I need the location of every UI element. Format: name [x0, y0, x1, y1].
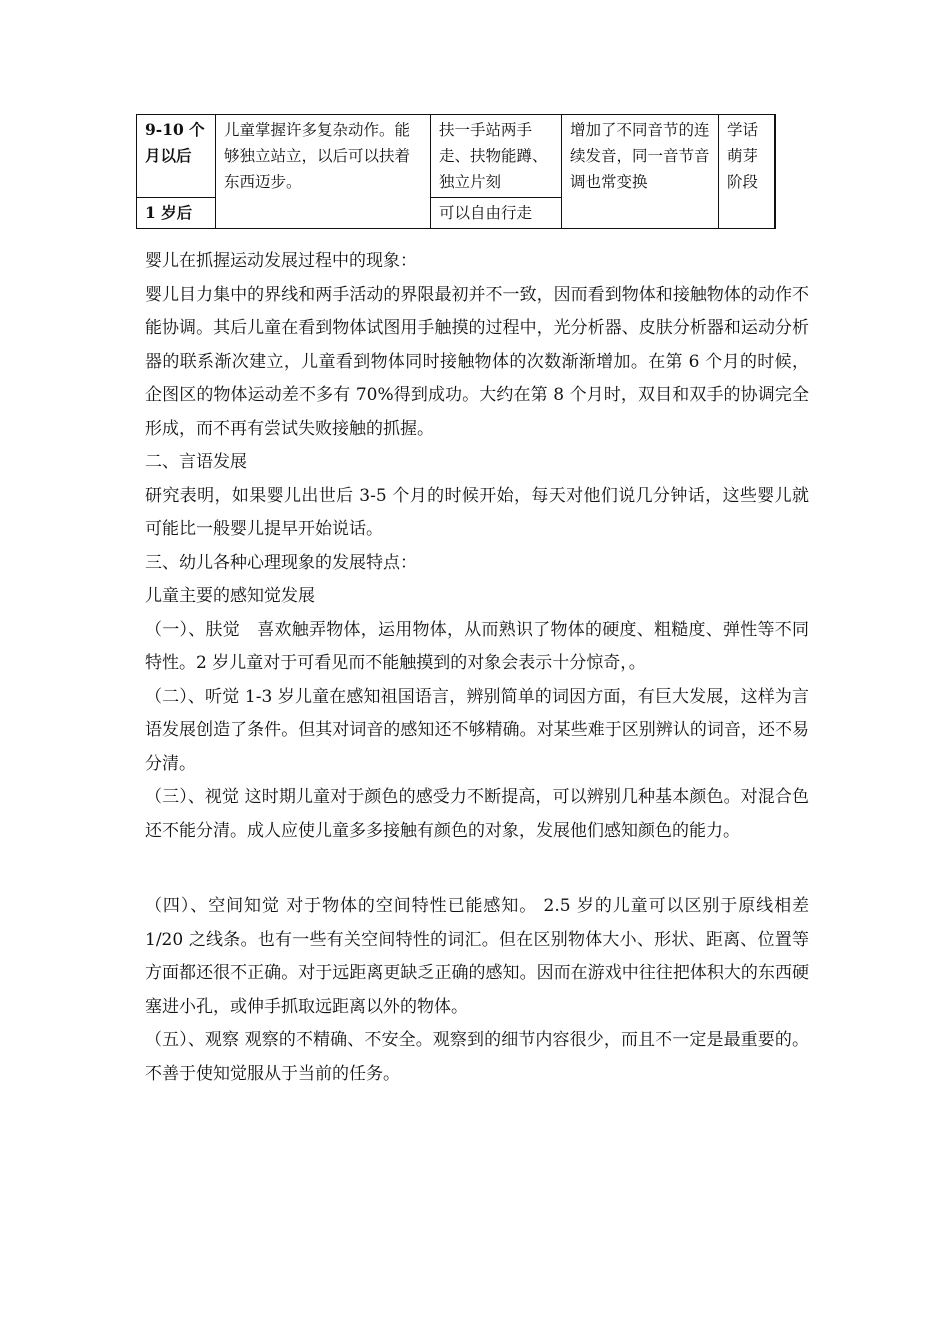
walking-cell: 扶一手站两手走、扶物能蹲、独立片刻 — [431, 115, 562, 198]
paragraph-touch: （一）、肤觉 喜欢触弄物体，运用物体，从而熟识了物体的硬度、粗糙度、弹性等不同特性。2 岁儿童对于可看见而不能触摸到的对象会表示十分惊奇，。 — [145, 619, 809, 673]
paragraph-vision: （三）、视觉 这时期儿童对于颜色的感受力不断提高，可以辨别几种基本颜色。对混合色还不能分清。成人应使儿童多多接触有颜色的对象，发展他们感知颜色的能力。 — [145, 787, 809, 841]
paragraph-observation: （五）、观察 观察的不精确、不安全。观察到的细节内容很少，而且不一定是最重要的。不善于使知觉服从于当前的任务。 — [145, 1030, 809, 1084]
spacer — [145, 848, 809, 890]
section-heading-psychology: 三、幼儿各种心理现象的发展特点： — [145, 552, 417, 573]
subheading-perception: 儿童主要的感知觉发展 — [145, 586, 315, 606]
age-cell: 9-10 个月以后 — [137, 115, 216, 198]
paragraph-hearing: （二）、听觉 1-3 岁儿童在感知祖国语言，辨别简单的词因方面，有巨大发展，这样为言语发展创造了条件。但其对词音的感知还不够精确。对某些难于区别辨认的词音，还不易分清。 — [145, 686, 809, 774]
walking-cell: 可以自由行走 — [431, 198, 562, 229]
movement-cell: 儿童掌握许多复杂动作。能够独立站立，以后可以扶着东西迈步。 — [216, 115, 431, 229]
paragraph-grasping: 婴儿目力集中的界线和两手活动的界限最初并不一致，因而看到物体和接触物体的动作不能协调。其后儿童在看到物体试图用手触摸的过程中，光分析器、皮肤分析器和运动分析器的联系渐次建立，儿童看到物体同时接触物体的次数渐渐增加。在第 6 个月的时候，企图区的物体运动差不多有 70%得到成功。大约在第 8 个月时，双目和双手的协调完全形成，而不再有尝试失败接触的抓握。 — [145, 284, 809, 439]
age-cell: 1 岁后 — [137, 198, 216, 229]
section-heading-speech: 二、言语发展 — [145, 452, 247, 472]
body-text — [145, 245, 809, 1091]
paragraph-speech: 研究表明，如果婴儿出世后 3-5 个月的时候开始，每天对他们说几分钟话，这些婴儿就可能比一般婴儿提早开始说话。 — [145, 485, 809, 539]
table-row — [137, 115, 776, 198]
speech-cell: 增加了不同音节的连续发音，同一音节音调也常变换 — [562, 115, 719, 229]
stage-cell: 学话萌芽阶段 — [719, 115, 776, 229]
paragraph-grasping-heading: 婴儿在抓握运动发展过程中的现象： — [145, 251, 417, 271]
development-table — [136, 114, 776, 229]
paragraph-space-perception: （四）、空间知觉 对于物体的空间特性已能感知。 2.5 岁的儿童可以区别于原线相差 1/20 之线条。也有一些有关空间特性的词汇。但在区别物体大小、形状、距离、位置等方面都还很不正确。对于远距离更缺乏正确的感知。因而在游戏中往往把体积大的东西硬塞进小孔，或伸手抓取远距离以外的物体。 — [145, 896, 809, 1017]
